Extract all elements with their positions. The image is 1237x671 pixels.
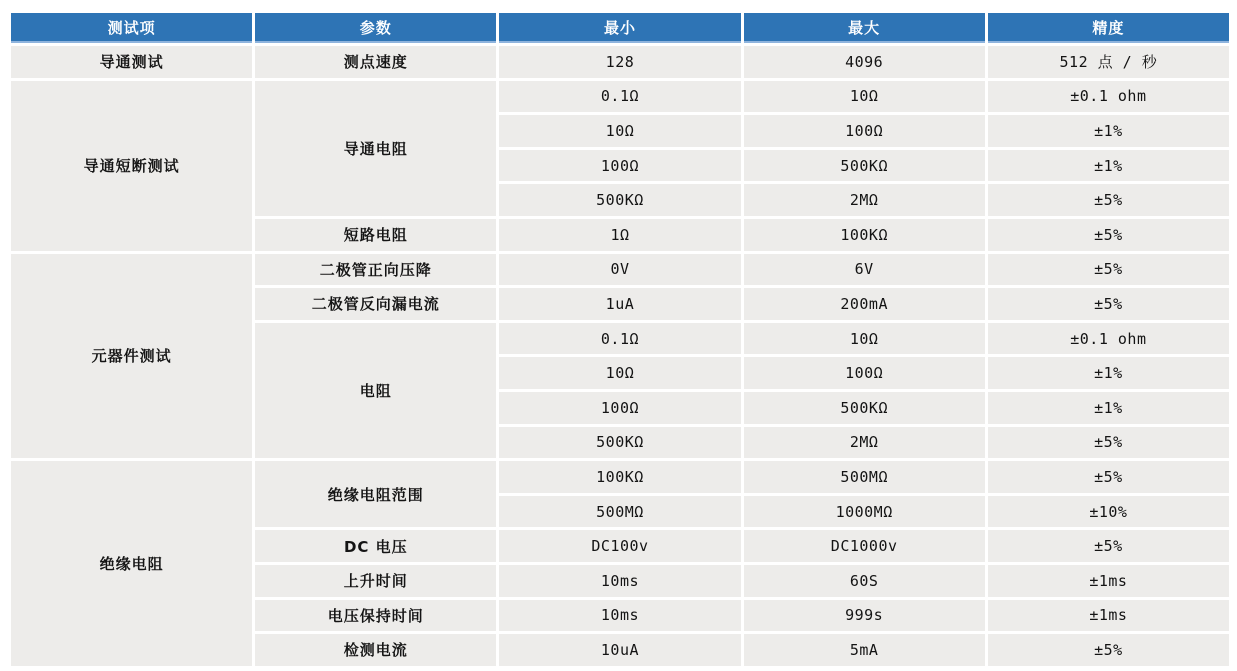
parameter-cell: 绝缘电阻范围 <box>255 461 496 527</box>
min-value-cell: 100Ω <box>499 392 740 424</box>
max-value-cell: 1000MΩ <box>744 496 985 528</box>
precision-value-cell: ±1% <box>988 392 1229 424</box>
min-value-cell: 500MΩ <box>499 496 740 528</box>
min-value-cell: 128 <box>499 46 740 78</box>
precision-value-cell: ±0.1 ohm <box>988 81 1229 113</box>
column-header-test-item: 测试项 <box>11 13 252 43</box>
parameter-cell: 电压保持时间 <box>255 600 496 632</box>
max-value-cell: DC1000v <box>744 530 985 562</box>
column-header-parameter: 参数 <box>255 13 496 43</box>
column-header-max: 最大 <box>744 13 985 43</box>
min-value-cell: 1uA <box>499 288 740 320</box>
parameter-cell: 测点速度 <box>255 46 496 78</box>
precision-value-cell: ±1% <box>988 150 1229 182</box>
precision-value-cell: ±10% <box>988 496 1229 528</box>
test-item-cell: 绝缘电阻 <box>11 461 252 666</box>
spec-table-body <box>11 46 1229 666</box>
precision-value-cell: ±5% <box>988 288 1229 320</box>
min-value-cell: 10ms <box>499 600 740 632</box>
min-value-cell: 10Ω <box>499 357 740 389</box>
precision-value-cell: ±5% <box>988 219 1229 251</box>
parameter-cell: 二极管正向压降 <box>255 254 496 286</box>
parameter-cell: 导通电阻 <box>255 81 496 216</box>
min-value-cell: 500KΩ <box>499 184 740 216</box>
column-header-min: 最小 <box>499 13 740 43</box>
table-row <box>11 254 1229 286</box>
test-item-cell: 导通测试 <box>11 46 252 78</box>
min-value-cell: 1Ω <box>499 219 740 251</box>
spec-table <box>8 10 1232 669</box>
min-value-cell: 100KΩ <box>499 461 740 493</box>
max-value-cell: 100KΩ <box>744 219 985 251</box>
precision-value-cell: ±0.1 ohm <box>988 323 1229 355</box>
max-value-cell: 100Ω <box>744 115 985 147</box>
precision-value-cell: ±1% <box>988 115 1229 147</box>
precision-value-cell: ±1ms <box>988 565 1229 597</box>
min-value-cell: 100Ω <box>499 150 740 182</box>
max-value-cell: 500KΩ <box>744 150 985 182</box>
parameter-cell: DC 电压 <box>255 530 496 562</box>
test-item-cell: 元器件测试 <box>11 254 252 459</box>
min-value-cell: 0.1Ω <box>499 323 740 355</box>
header-row <box>11 13 1229 43</box>
min-value-cell: 0V <box>499 254 740 286</box>
max-value-cell: 100Ω <box>744 357 985 389</box>
max-value-cell: 200mA <box>744 288 985 320</box>
max-value-cell: 2MΩ <box>744 427 985 459</box>
max-value-cell: 10Ω <box>744 323 985 355</box>
max-value-cell: 999s <box>744 600 985 632</box>
min-value-cell: 10ms <box>499 565 740 597</box>
max-value-cell: 5mA <box>744 634 985 666</box>
spec-table-header <box>11 13 1229 43</box>
parameter-cell: 电阻 <box>255 323 496 458</box>
table-row <box>11 46 1229 78</box>
parameter-cell: 短路电阻 <box>255 219 496 251</box>
precision-value-cell: ±5% <box>988 427 1229 459</box>
parameter-cell: 二极管反向漏电流 <box>255 288 496 320</box>
precision-value-cell: ±5% <box>988 254 1229 286</box>
table-row <box>11 461 1229 493</box>
test-item-cell: 导通短断测试 <box>11 81 252 251</box>
precision-value-cell: 512 点 / 秒 <box>988 46 1229 78</box>
min-value-cell: 10uA <box>499 634 740 666</box>
max-value-cell: 2MΩ <box>744 184 985 216</box>
column-header-precision: 精度 <box>988 13 1229 43</box>
min-value-cell: 500KΩ <box>499 427 740 459</box>
max-value-cell: 6V <box>744 254 985 286</box>
precision-value-cell: ±5% <box>988 634 1229 666</box>
min-value-cell: 0.1Ω <box>499 81 740 113</box>
max-value-cell: 4096 <box>744 46 985 78</box>
precision-value-cell: ±5% <box>988 530 1229 562</box>
precision-value-cell: ±5% <box>988 184 1229 216</box>
parameter-cell: 检测电流 <box>255 634 496 666</box>
min-value-cell: 10Ω <box>499 115 740 147</box>
min-value-cell: DC100v <box>499 530 740 562</box>
max-value-cell: 10Ω <box>744 81 985 113</box>
max-value-cell: 500MΩ <box>744 461 985 493</box>
max-value-cell: 60S <box>744 565 985 597</box>
parameter-cell: 上升时间 <box>255 565 496 597</box>
precision-value-cell: ±5% <box>988 461 1229 493</box>
spec-table-container <box>8 10 1232 669</box>
max-value-cell: 500KΩ <box>744 392 985 424</box>
precision-value-cell: ±1ms <box>988 600 1229 632</box>
precision-value-cell: ±1% <box>988 357 1229 389</box>
table-row <box>11 81 1229 113</box>
